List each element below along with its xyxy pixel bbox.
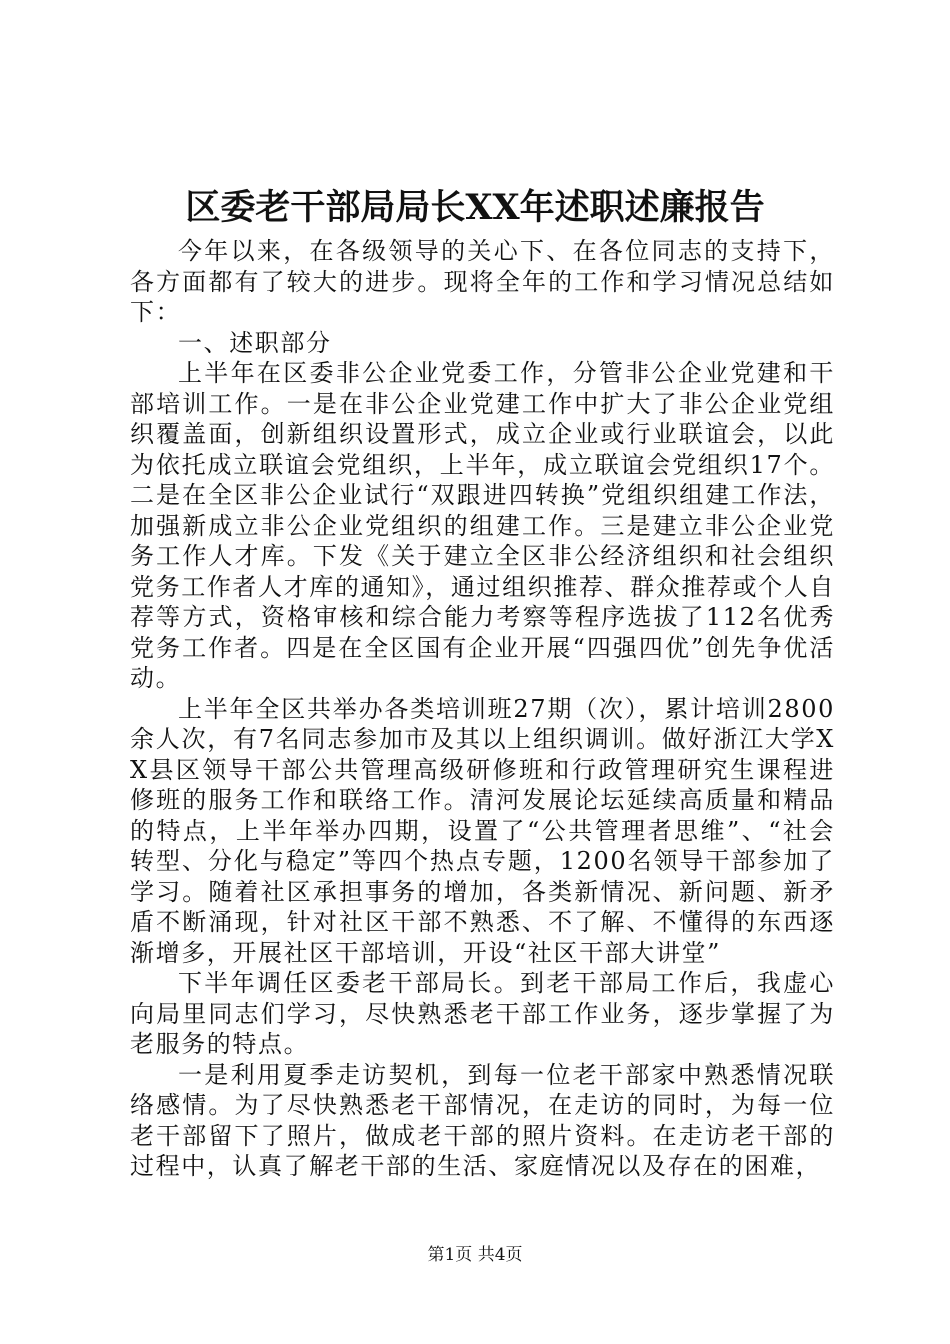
page-footer: 第1页 共4页 bbox=[427, 1245, 523, 1265]
body-paragraph: 一是利用夏季走访契机，到每一位老干部家中熟悉情况联络感情。为了尽快熟悉老干部情况，在走访的同时，为每一位老干部留下了照片，做成老干部的照片资料。在走访老干部的过程中，认真了解老干部的生活、家庭情况以及存在的困难， bbox=[130, 1060, 835, 1180]
document-body bbox=[130, 236, 835, 1182]
document-title: 区委老干部局局长XX年述职述廉报告 bbox=[185, 187, 765, 228]
body-paragraph: 上半年全区共举办各类培训班27期（次），累计培训2800余人次，有7名同志参加市及其以上组织调训。做好浙江大学XX县区领导干部公共管理高级研修班和行政管理研究生课程进修班的服务工作和联络工作。清河发展论坛延续高质量和精品的特点，上半年举办四期，设置了“公共管理者思维”、“社会转型、分化与稳定”等四个热点专题，1200名领导干部参加了学习。随着社区承担事务的增加，各类新情况、新问题、新矛盾不断涌现，针对社区干部不熟悉、不了解、不懂得的东西逐渐增多，开展社区干部培训，开设“社区干部大讲堂” bbox=[130, 694, 835, 967]
intro-paragraph: 今年以来，在各级领导的关心下、在各位同志的支持下，各方面都有了较大的进步。现将全年的工作和学习情况总结如下： bbox=[130, 237, 835, 326]
body-paragraph: 上半年在区委非公企业党委工作，分管非公企业党建和干部培训工作。一是在非公企业党建工作中扩大了非公企业党组织覆盖面，创新组织设置形式，成立企业或行业联谊会，以此为依托成立联谊会党组织，上半年，成立联谊会党组织17个。二是在全区非公企业试行“双跟进四转换”党组织组建工作法，加强新成立非公企业党组织的组建工作。三是建立非公企业党务工作人才库。下发《关于建立全区非公经济组织和社会组织党务工作者人才库的通知》，通过组织推荐、群众推荐或个人自荐等方式，资格审核和综合能力考察等程序选拔了112名优秀党务工作者。四是在全区国有企业开展“四强四优”创先争优活动。 bbox=[130, 359, 835, 692]
section-heading: 一、述职部分 bbox=[178, 328, 332, 357]
body-paragraph: 下半年调任区委老干部局长。到老干部局工作后，我虚心向局里同志们学习，尽快熟悉老干部工作业务，逐步掌握了为老服务的特点。 bbox=[130, 969, 835, 1058]
